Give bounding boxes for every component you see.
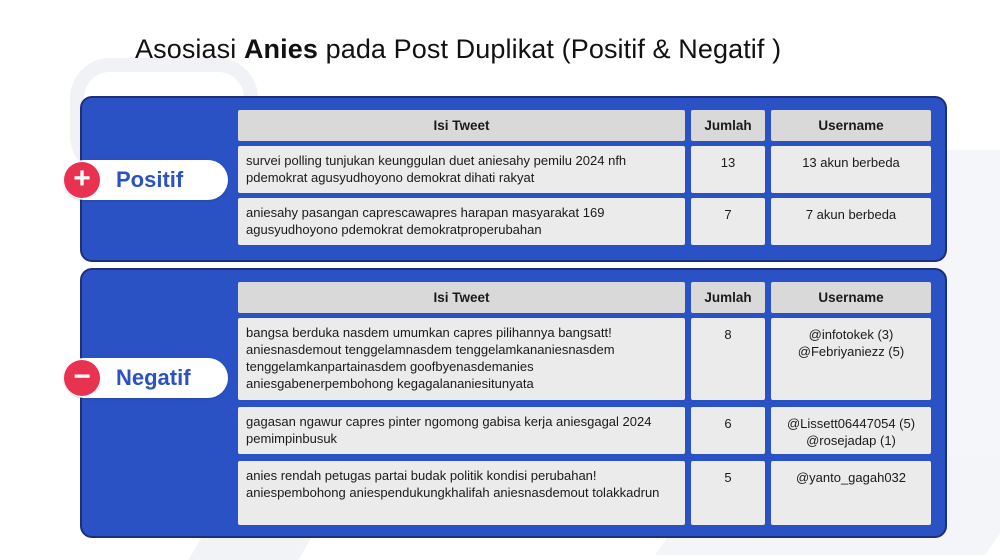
count-cell: 5 [691, 461, 765, 525]
username-cell [771, 461, 931, 525]
username: @yanto_gagah032 [795, 470, 907, 485]
title-suffix: pada Post Duplikat (Positif & Negatif ) [317, 34, 782, 64]
column-header-count: Jumlah [691, 282, 765, 313]
title-prefix: Asosiasi [135, 34, 244, 64]
minus-icon: − [64, 360, 100, 396]
negative-label [64, 358, 228, 398]
username-cell [771, 146, 931, 193]
tweet-cell: survei polling tunjukan keunggulan duet aniesahy pemilu 2024 nfh pdemokrat agusyudhoyono demokrat dihati rakyat [238, 146, 685, 193]
positive-panel [73, 96, 947, 262]
username: @infotokek (3) [808, 327, 894, 342]
count-cell: 8 [691, 318, 765, 400]
tweet-cell: anies rendah petugas partai budak politik kondisi perubahan! aniespembohong aniespendukungkhalifah aniesnasdemout tolakkadrun [238, 461, 685, 525]
tweet-cell: bangsa berduka nasdem umumkan capres pilihannya bangsatt! aniesnasdemout tenggelamnasdem tenggelamkananiesnasdem tenggelamkanpartainasdem goofbyenasdemanies aniesgabenerpembohong kegagalananiesitunyata [238, 318, 685, 400]
column-header-count: Jumlah [691, 110, 765, 141]
username-cell [771, 318, 931, 400]
negative-label-text: Negatif [116, 365, 191, 390]
username: 13 akun berbeda [802, 155, 900, 170]
column-header-tweet: Isi Tweet [238, 282, 685, 313]
username: @rosejadap (1) [806, 433, 896, 448]
count-cell: 13 [691, 146, 765, 193]
column-header-tweet: Isi Tweet [238, 110, 685, 141]
column-header-username: Username [771, 282, 931, 313]
positive-label-text: Positif [116, 167, 184, 192]
username: 7 akun berbeda [805, 207, 897, 222]
username: @Febriyaniezz (5) [797, 344, 905, 359]
page-title [135, 34, 781, 65]
username-cell [771, 198, 931, 245]
plus-icon: + [64, 162, 100, 198]
column-header-username: Username [771, 110, 931, 141]
negative-panel [73, 268, 947, 538]
tweet-cell: aniesahy pasangan caprescawapres harapan masyarakat 169 agusyudhoyono pdemokrat demokratproperubahan [238, 198, 685, 245]
tweet-cell: gagasan ngawur capres pinter ngomong gabisa kerja aniesgagal 2024 pemimpinbusuk [238, 407, 685, 454]
title-bold: Anies [243, 34, 318, 64]
positive-label [64, 160, 228, 200]
count-cell: 6 [691, 407, 765, 454]
count-cell: 7 [691, 198, 765, 245]
username-cell [771, 407, 931, 454]
username: @Lissett06447054 (5) [786, 416, 916, 431]
